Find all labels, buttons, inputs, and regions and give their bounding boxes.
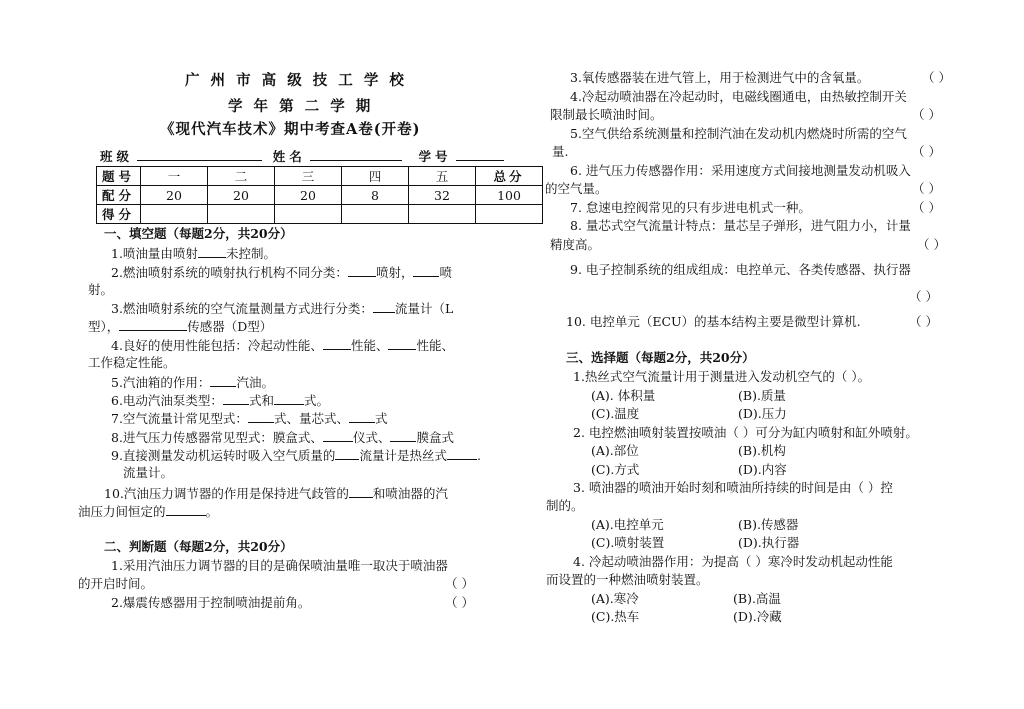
answer-blank[interactable] bbox=[166, 503, 206, 516]
answer-blank[interactable] bbox=[447, 447, 477, 460]
question-text: 6.电动汽油泵类型： bbox=[111, 393, 223, 408]
option-c[interactable]: (C).方式 bbox=[591, 462, 640, 477]
question-text: 流量计是热丝式 bbox=[359, 448, 447, 463]
question-text: 8.进气压力传感器常见型式：膜盒式、 bbox=[111, 430, 323, 445]
answer-paren[interactable]: （ ） bbox=[912, 200, 941, 215]
question-text: 3.氧传感器装在进气管上，用于检测进气中的含氧量。 bbox=[570, 70, 870, 85]
term-title: 学 年 第 二 学 期 bbox=[228, 98, 374, 115]
answer-blank[interactable] bbox=[119, 318, 187, 331]
question-text: 1.热丝式空气流量计用于测量进入发动机空气的（ ）。 bbox=[573, 369, 871, 384]
answer-paren[interactable]: （ ） bbox=[445, 595, 474, 610]
column-header: 一 bbox=[141, 167, 208, 186]
option-d[interactable]: (D).冷藏 bbox=[733, 609, 782, 624]
answer-blank[interactable] bbox=[335, 447, 359, 460]
column-header: 二 bbox=[208, 167, 275, 186]
fill-question bbox=[104, 485, 448, 502]
answer-blank[interactable] bbox=[274, 392, 304, 405]
points-cell: 100 bbox=[476, 186, 543, 205]
question-text: 5.空气供给系统测量和控制汽油在发动机内燃烧时所需的空气 bbox=[570, 126, 907, 141]
question-text: 传感器（D型） bbox=[187, 319, 273, 334]
score-cell[interactable] bbox=[275, 205, 342, 224]
question-text: 喷 bbox=[439, 265, 452, 280]
answer-blank[interactable] bbox=[323, 337, 351, 350]
question-text: 2. 电控燃油喷射装置按喷油（ ）可分为缸内喷射和缸外喷射。 bbox=[573, 425, 918, 440]
question-text: 流量计（L bbox=[394, 301, 454, 316]
answer-blank[interactable] bbox=[248, 410, 274, 423]
answer-blank[interactable] bbox=[373, 300, 395, 313]
fill-question bbox=[111, 245, 276, 262]
question-text: 的空气量。 bbox=[545, 181, 608, 196]
question-text: 。 bbox=[205, 504, 219, 519]
class-label: 班级 bbox=[100, 149, 134, 164]
name-label: 姓名 bbox=[272, 149, 306, 164]
question-text: 6. 进气压力传感器作用：采用速度方式间接地测量发动机吸入 bbox=[570, 163, 911, 178]
table-row bbox=[97, 186, 543, 205]
option-b[interactable]: (B).传感器 bbox=[738, 517, 799, 532]
column-header: 五 bbox=[409, 167, 476, 186]
table-row bbox=[97, 167, 543, 186]
table-row bbox=[97, 205, 543, 224]
option-d[interactable]: (D).执行器 bbox=[738, 535, 800, 550]
fill-question bbox=[111, 410, 387, 427]
option-b[interactable]: (B).机构 bbox=[738, 443, 786, 458]
score-cell[interactable] bbox=[476, 205, 543, 224]
section2-title: 二、判断题（每题2分，共20分） bbox=[104, 539, 293, 554]
question-text: 10. 电控单元（ECU）的基本结构主要是微型计算机. bbox=[566, 314, 861, 329]
option-d[interactable]: (D).内容 bbox=[738, 462, 787, 477]
row-label: 题号 bbox=[97, 167, 141, 186]
option-c[interactable]: (C).热车 bbox=[591, 609, 640, 624]
id-field[interactable] bbox=[456, 148, 504, 161]
answer-paren[interactable]: （ ） bbox=[912, 107, 941, 122]
points-cell: 20 bbox=[208, 186, 275, 205]
option-c[interactable]: (C).喷射装置 bbox=[591, 535, 665, 550]
section1-title: 一、填空题（每题2分，共20分） bbox=[104, 226, 293, 241]
row-label: 得分 bbox=[97, 205, 141, 224]
option-d[interactable]: (D).压力 bbox=[738, 406, 787, 421]
answer-blank[interactable] bbox=[223, 392, 249, 405]
option-b[interactable]: (B).高温 bbox=[733, 591, 781, 606]
fill-question bbox=[78, 503, 218, 520]
fill-question bbox=[88, 318, 272, 335]
answer-paren[interactable]: （ ） bbox=[909, 314, 938, 329]
row-label: 配分 bbox=[97, 186, 141, 205]
answer-blank[interactable] bbox=[323, 429, 353, 442]
student-info-row bbox=[100, 148, 504, 165]
column-header: 四 bbox=[342, 167, 409, 186]
question-text: 2.爆震传感器用于控制喷油提前角。 bbox=[111, 595, 311, 610]
question-text: 式和 bbox=[248, 393, 274, 408]
question-text: 7. 怠速电控阀常见的只有步进电机式一种。 bbox=[570, 200, 811, 215]
question-text: 式、量芯式、 bbox=[273, 411, 349, 426]
school-title: 广 州 市 高 级 技 工 学 校 bbox=[185, 72, 407, 89]
answer-blank[interactable] bbox=[198, 245, 226, 258]
question-text: 7.空气流量计常见型式： bbox=[111, 411, 248, 426]
points-cell: 8 bbox=[342, 186, 409, 205]
question-text: 仪式、 bbox=[352, 430, 391, 445]
fill-question bbox=[111, 392, 329, 409]
question-text: 1.喷油量由喷射 bbox=[111, 246, 198, 261]
option-a[interactable]: (A). 体积量 bbox=[591, 388, 656, 403]
answer-paren[interactable]: （ ） bbox=[909, 289, 938, 304]
question-text: 的开启时间。 bbox=[78, 576, 154, 591]
column-header: 三 bbox=[275, 167, 342, 186]
id-label: 学号 bbox=[418, 149, 452, 164]
question-text: 1.采用汽油压力调节器的目的是确保喷油量唯一取决于喷油器 bbox=[111, 558, 448, 573]
answer-blank[interactable] bbox=[390, 429, 416, 442]
answer-blank[interactable] bbox=[348, 264, 376, 277]
question-text: 10.汽油压力调节器的作用是保持进气歧管的 bbox=[104, 486, 349, 501]
answer-blank[interactable] bbox=[413, 264, 439, 277]
option-b[interactable]: (B).质量 bbox=[738, 388, 786, 403]
question-text: 型）， bbox=[88, 319, 120, 334]
score-cell[interactable] bbox=[208, 205, 275, 224]
option-a[interactable]: (A).寒冷 bbox=[591, 591, 639, 606]
question-text: 性能、 bbox=[416, 338, 454, 353]
answer-blank[interactable] bbox=[349, 485, 373, 498]
question-text: 性能、 bbox=[350, 338, 389, 353]
question-text: 4. 冷起动喷油器作用：为提高（ ）寒冷时发动机起动性能 bbox=[573, 554, 893, 569]
question-text: 9. 电子控制系统的组成组成：电控单元、各类传感器、执行器 bbox=[570, 262, 911, 277]
column-header: 总分 bbox=[476, 167, 543, 186]
answer-blank[interactable] bbox=[210, 374, 236, 387]
question-text: 而设置的一种燃油喷射装置。 bbox=[546, 572, 709, 587]
score-cell[interactable] bbox=[141, 205, 208, 224]
question-text: 膜盒式 bbox=[416, 430, 454, 445]
question-text: 流量计。 bbox=[123, 465, 174, 480]
option-a[interactable]: (A).部位 bbox=[591, 443, 639, 458]
fill-question bbox=[111, 264, 452, 281]
question-text: 式。 bbox=[303, 393, 329, 408]
fill-question bbox=[111, 337, 454, 354]
option-a[interactable]: (A).电控单元 bbox=[591, 517, 664, 532]
score-cell[interactable] bbox=[342, 205, 409, 224]
question-text: 4.冷起动喷油器在冷起动时，电磁线圈通电，由热敏控制开关 bbox=[570, 89, 907, 104]
points-cell: 20 bbox=[275, 186, 342, 205]
score-table bbox=[96, 166, 543, 224]
answer-paren[interactable]: （ ） bbox=[912, 144, 941, 159]
answer-paren[interactable]: （ ） bbox=[917, 237, 946, 252]
answer-paren[interactable]: （ ） bbox=[912, 181, 941, 196]
name-field[interactable] bbox=[310, 148, 402, 161]
question-text: 制的。 bbox=[546, 498, 584, 513]
question-text: 和喷油器的汽 bbox=[372, 486, 448, 501]
fill-question bbox=[111, 429, 454, 446]
question-text: 5.汽油箱的作用： bbox=[111, 375, 211, 390]
question-text: 限制最长喷油时间。 bbox=[550, 107, 663, 122]
score-cell[interactable] bbox=[409, 205, 476, 224]
question-text: 工作稳定性能。 bbox=[88, 355, 176, 370]
answer-blank[interactable] bbox=[349, 410, 375, 423]
question-text: 9.直接测量发动机运转时吸入空气质量的 bbox=[111, 448, 336, 463]
exam-title: 《现代汽车技术》期中考查A卷(开卷) bbox=[160, 121, 421, 138]
question-text: 4.良好的使用性能包括：冷起动性能、 bbox=[111, 338, 323, 353]
question-text: 喷射， bbox=[375, 265, 414, 280]
fill-question bbox=[111, 447, 481, 464]
fill-question bbox=[111, 300, 453, 317]
question-text: 3. 喷油器的喷油开始时刻和喷油所持续的时间是由（ ）控 bbox=[573, 480, 893, 495]
question-text: 精度高。 bbox=[550, 237, 601, 252]
answer-paren[interactable]: （ ） bbox=[445, 576, 474, 591]
option-c[interactable]: (C).温度 bbox=[591, 406, 640, 421]
question-text: 汽油。 bbox=[236, 375, 274, 390]
question-text: 8. 量芯式空气流量计特点：量芯呈子弹形，进气阻力小，计量 bbox=[570, 218, 911, 233]
class-field[interactable] bbox=[137, 148, 262, 161]
question-text: . bbox=[476, 448, 481, 463]
points-cell: 32 bbox=[409, 186, 476, 205]
points-cell: 20 bbox=[141, 186, 208, 205]
question-text: 式 bbox=[374, 411, 388, 426]
answer-blank[interactable] bbox=[388, 337, 416, 350]
question-text: 量. bbox=[552, 144, 569, 159]
section3-title: 三、选择题（每题2分，共20分） bbox=[566, 350, 755, 365]
question-text: 2.燃油喷射系统的喷射执行机构不同分类： bbox=[111, 265, 348, 280]
question-text: 射。 bbox=[88, 282, 114, 297]
fill-question bbox=[111, 374, 274, 391]
question-text: 3.燃油喷射系统的空气流量测量方式进行分类： bbox=[111, 301, 373, 316]
question-text: 未控制。 bbox=[225, 246, 276, 261]
answer-paren[interactable]: （ ） bbox=[922, 70, 951, 85]
question-text: 油压力间恒定的 bbox=[78, 504, 166, 519]
